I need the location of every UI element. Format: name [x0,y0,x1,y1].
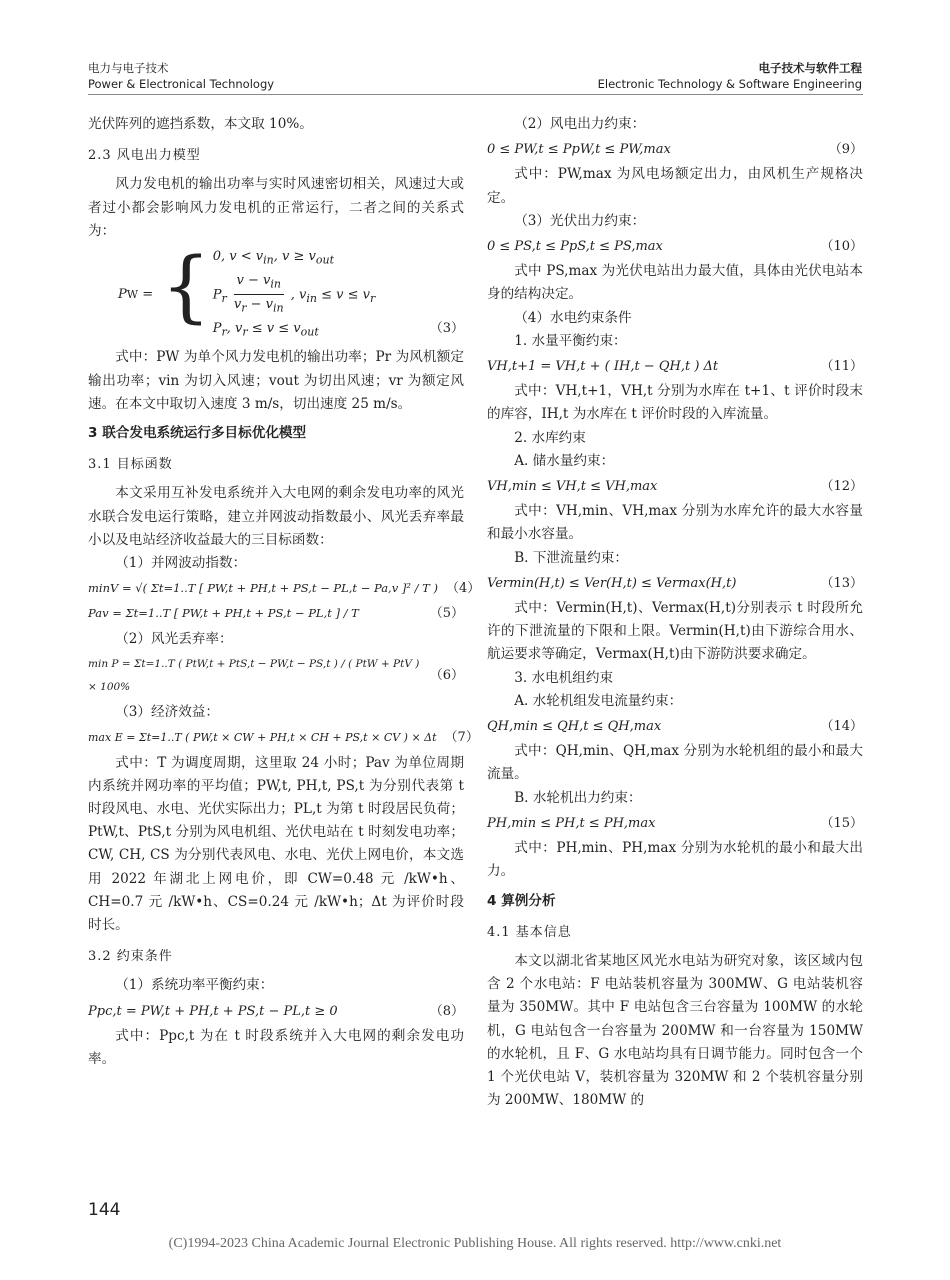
equation-number: （10） [820,239,863,255]
equation-number: （3） [429,320,464,336]
equation-7 [88,726,479,749]
item-label: B. 下泄流量约束： [514,549,628,566]
item-label: （1）系统功率平衡约束： [115,977,274,994]
equation-6 [88,653,464,699]
item-label: A. 储水量约束： [514,452,615,469]
item-label: （2）风电出力约束： [514,116,646,132]
section-heading-3-1: 3.1 目标函数 [88,457,173,473]
journal-title-en: Electronic Technology & Software Engineering [597,77,862,91]
section-heading-4: 4 算例分析 [487,892,556,909]
item-label: （1）并网波动指数： [115,555,247,572]
equation-body: Pav = Σt=1..T [ PW,t + PH,t + PS,t − PL,t ] / T [88,606,359,621]
left-column [88,113,481,1071]
paragraph: 本文以湖北省某地区风光水电站为研究对象，该区域内包含 2 个水电站：F 电站装机容量为 300MW、G 电站装机容量为 350MW。其中 F 电站包含三台容量为 100MW 的水轮机，G 电站包含一台容量为 200MW 和一台容量为 150MW 的水轮机，且 F、G 水电站均具有日调节能力。同时包含一个 1 个光伏电站 V，装机容量为 320MW 和 2 个装机容量分别为 200MW、180MW 的 [487,952,863,1109]
equation-number: （14） [820,719,863,735]
equation-number: （5） [429,606,464,622]
equation-body: PH,min ≤ PH,t ≤ PH,max [487,815,656,831]
item-label: A. 水轮机组发电流量约束： [514,692,683,709]
paragraph: 式中：Ppc,t 为在 t 时段系统并入大电网的剩余发电功率。 [88,1027,464,1068]
item-label: 3. 水电机组约束 [514,669,614,686]
paragraph: 本文采用互补发电系统并入大电网的剩余发电功率的风光水联合发电运行策略，建立并网波动指数最小、风光丢弃率最小以及电站经济收益最大的三目标函数： [88,485,464,548]
item-label: （2）风光丢弃率： [115,630,233,647]
journal-title-cn: 电子技术与软件工程 [758,61,862,75]
paragraph: 光伏阵列的遮挡系数，本文取 10%。 [88,116,313,132]
equation-number: （7） [444,730,479,746]
equation-15 [487,812,863,835]
equation-number: （9） [828,142,863,158]
equation-body: Vermin(H,t) ≤ Ver(H,t) ≤ Vermax(H,t) [487,575,737,591]
paragraph: 风力发电机的输出功率与实时风速密切相关，风速过大或者过小都会影响风力发电机的正常运行，二者之间的关系式为： [88,176,464,239]
equation-body: Ppc,t = PW,t + PH,t + PS,t − PL,t ≥ 0 [88,1003,338,1019]
equation-number: （15） [820,815,863,831]
paragraph: 式中：T 为调度周期，这里取 24 小时；Pav 为单位周期内系统并网功率的平均值；PW,t, PH,t, PS,t 为分别代表第 t 时段风电、水电、光伏实际出力；PL,t 为第 t 时段居民负荷；PtW,t、PtS,t 分别为风电机组、光伏电站在 t 时刻发电功率；CW, CH, CS 为分别代表风电、水电、光伏上网电价，本文选用 2022 年湖北上网电价，即 CW=0.48 元 /kW•h、CH=0.7 元 /kW•h、CS=0.24 元 /kW•h；Δt 为评价时段时长。 [88,754,464,934]
item-label: 2. 水库约束 [514,429,586,446]
equation-8 [88,1000,464,1023]
right-column [487,113,863,1112]
journal-name-cn: 电力与电子技术 [88,61,169,75]
journal-header-left [88,60,274,92]
item-label: （3）经济效益： [115,704,219,721]
equation-body: minV = √( Σt=1..T [ PW,t + PH,t + PS,t − PL,t − Pa,v ]² / T ) [88,581,438,596]
header-rule [88,94,863,95]
paragraph: 式中：VH,min、VH,max 分别为水库允许的最大水容量和最小水容量。 [487,503,863,543]
journal-header-right [598,60,862,92]
item-label: 1. 水量平衡约束： [514,332,627,349]
copyright-footer: (C)1994-2023 China Academic Journal Electronic Publishing House. All rights reserved. http://www.cnki.net [168,1236,782,1251]
journal-name-en: Power & Electronical Technology [88,77,275,91]
paragraph: 式中：QH,min、QH,max 分别为水轮机组的最小和最大流量。 [487,743,863,783]
paragraph: 式中 PS,max 为光伏电站出力最大值，具体由光伏电站本身的结构决定。 [487,263,863,303]
equation-12 [487,475,863,498]
item-label: （4）水电约束条件 [514,309,632,326]
equation-number: （13） [820,575,863,591]
item-label: B. 水轮机出力约束： [514,789,642,806]
section-heading-3: 3 联合发电系统运行多目标优化模型 [88,425,307,441]
equation-number: （8） [429,1003,464,1019]
item-label: （3）光伏出力约束： [514,212,646,229]
page-number: 144 [88,1200,121,1220]
equation-body: QH,min ≤ QH,t ≤ QH,max [487,719,662,735]
equation-number: （11） [820,359,863,375]
equation-body: min P = Σt=1..T ( PtW,t + PtS,t − PW,t − PS,t ) / ( PtW + PtV ) × 100% [88,657,420,694]
equation-14 [487,715,863,738]
paragraph: 式中：PW 为单个风力发电机的输出功率；Pr 为风机额定输出功率；vin 为切入风速；vout 为切出风速；vr 为额定风速。在本文中取切入速度 3 m/s，切出速度 25 m/s。 [88,349,464,412]
equation-body: VH,t+1 = VH,t + ( IH,t − QH,t ) Δt [487,359,719,375]
equation-5 [88,602,464,625]
paragraph: 式中：Vermin(H,t)、Vermax(H,t)分别表示 t 时段所允许的下泄流量的下限和上限。Vermin(H,t)由下游综合用水、航运要求等确定，Vermax(H,t)由下游防洪要求确定。 [487,600,863,663]
equation-number: （6） [429,668,464,684]
paragraph: 式中：VH,t+1，VH,t 分别为水库在 t+1、t 评价时段末的库容，IH,t 为水库在 t 评价时段的入库流量。 [487,383,863,423]
equation-9 [487,138,863,161]
equation-body: 0 ≤ PS,t ≤ PpS,t ≤ PS,max [487,239,663,255]
section-heading-4-1: 4.1 基本信息 [487,924,572,940]
equation-4 [88,577,481,600]
equation-body: 0 ≤ PW,t ≤ PpW,t ≤ PW,max [487,142,671,158]
equation-10 [487,235,863,258]
equation-11 [487,355,863,378]
equation-3: P W = { 0, $v < v_{in}$, $v \ge v_{out}$ $P_r$ $\frac{v - v_{in}}{v_r - v_{in}}$ , $v_{in} \le v \le v_r$ $P_r$, $v_r \le v \le v_{out}$ （3） [88,247,464,342]
section-heading-3-2: 3.2 约束条件 [88,949,173,965]
paragraph: 式中：PW,max 为风电场额定出力，由风机生产规格决定。 [487,166,863,206]
equation-body: max E = Σt=1..T ( PW,t × CW + PH,t × CH + PS,t × CV ) × Δt [88,731,437,745]
paragraph: 式中：PH,min、PH,max 分别为水轮机的最小和最大出力。 [487,840,863,880]
equation-number: （12） [820,479,863,495]
equation-13 [487,572,863,595]
equation-body: VH,min ≤ VH,t ≤ VH,max [487,479,658,495]
section-heading-2-3: 2.3 风电出力模型 [88,148,201,164]
equation-number: （4） [445,581,481,597]
